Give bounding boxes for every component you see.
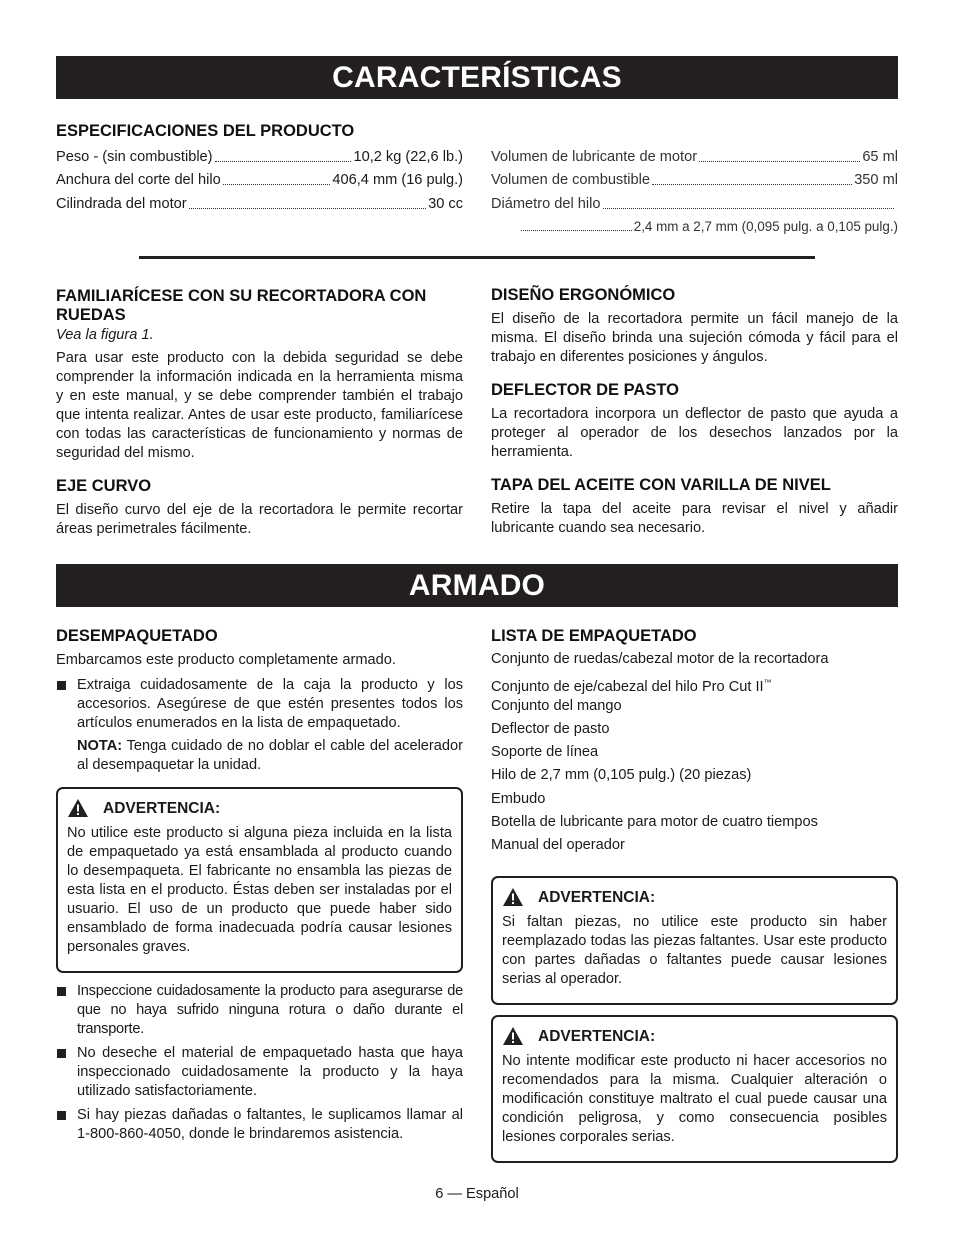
bullet-text: No deseche el material de empaquetado hasta que haya inspeccionado cuidadosamente la producto y la haya utilizado satisfactoriamente. — [77, 1045, 463, 1099]
spec-row-diametro-value — [491, 214, 898, 236]
list-item: Manual del operador — [491, 837, 625, 854]
warning-box-1 — [56, 787, 463, 973]
lista-title: LISTA DE EMPAQUETADO — [491, 627, 697, 645]
warning-triangle-icon — [502, 887, 524, 907]
warning-triangle-icon — [502, 1026, 524, 1046]
leader-dots — [699, 161, 860, 162]
warning-box-2 — [491, 876, 898, 1005]
warning-title: ADVERTENCIA: — [103, 799, 221, 817]
leader-dots — [652, 184, 852, 185]
warning-header — [502, 887, 887, 907]
warning-body: No intente modificar este producto ni hacer accesorios no recomendados para la misma. Cualquier alteración o modificación constituye maltrato el cual puede causar una condición peligrosa, y como consecuencia posibles lesiones corporales serias. — [502, 1053, 887, 1145]
armado-banner: ARMADO — [56, 564, 898, 607]
list-item — [56, 1044, 463, 1101]
list-item: Conjunto del mango — [491, 697, 622, 714]
spec-label: Volumen de combustible — [491, 172, 651, 188]
features-right-column — [491, 286, 898, 538]
spec-row-combustible — [491, 167, 898, 191]
diseno-body: El diseño de la recortadora permite un fácil manejo de la misma. El diseño brinda una sujeción cómoda y fácil para el trabajo en diferentes posiciones y ángulos. — [491, 311, 898, 365]
leader-dots — [215, 161, 352, 162]
specs-right-column — [491, 143, 898, 236]
warning-header — [502, 1026, 887, 1046]
warning-body: Si faltan piezas, no utilice este producto sin haber reemplazado todas las piezas faltantes. Usar este producto con partes dañadas o faltantes puede causar lesiones serias al operador. — [502, 914, 887, 987]
list-item — [56, 1106, 463, 1144]
familiarícese-body: Para usar este producto con la debida seguridad se debe comprender la información indicada en la herramienta misma y en este manual, y se debe comprender también el trabajo que intenta realizar. Antes de usar este producto, familiarícese con todas las características de funcionamiento y normas de seguridad del mismo. — [56, 350, 463, 461]
leader-dots — [521, 230, 632, 231]
spec-label: Volumen de lubricante de motor — [491, 148, 698, 165]
bullet-square-icon — [57, 987, 66, 996]
nota-label: NOTA: — [77, 738, 123, 754]
list-item — [491, 671, 898, 694]
list-item: Soporte de línea — [491, 744, 599, 761]
bullet-square-icon — [57, 681, 66, 690]
spec-row-lubricante — [491, 143, 898, 167]
list-item: Conjunto de ruedas/cabezal motor de la recortadora — [491, 651, 829, 667]
spec-label: Anchura del corte del hilo — [56, 172, 221, 188]
warning-title: ADVERTENCIA: — [538, 888, 656, 906]
bullet-square-icon — [57, 1111, 66, 1120]
diseno-title: DISEÑO ERGONÓMICO — [491, 286, 676, 304]
spec-label: Cilindrada del motor — [56, 195, 187, 212]
bullet-text: Si hay piezas dañadas o faltantes, le suplicamos llamar al 1-800-860-4050, donde le brindaremos asistencia. — [77, 1107, 463, 1142]
spec-label: Diámetro del hilo — [491, 195, 601, 212]
spec-value: 65 ml — [862, 148, 898, 165]
lista-section — [491, 627, 898, 858]
spec-value: 2,4 mm a 2,7 mm (0,095 pulg. a 0,105 pulg.) — [633, 218, 898, 234]
warning-box-3 — [491, 1015, 898, 1163]
tapa-title: TAPA DEL ACEITE CON VARILLA DE NIVEL — [491, 476, 831, 494]
list-item: Hilo de 2,7 mm (0,105 pulg.) (20 piezas) — [491, 767, 752, 784]
eje-curvo-body: El diseño curvo del eje de la recortadora le permite recortar áreas perimetrales fácilmente. — [56, 502, 463, 537]
section-divider — [139, 256, 815, 259]
spec-row-anchura — [56, 167, 463, 191]
spec-row-cilindrada — [56, 190, 463, 214]
list-item-text: Conjunto de eje/cabezal del hilo Pro Cut II — [491, 679, 764, 696]
spec-value: 10,2 kg (22,6 lb.) — [353, 148, 463, 165]
warning-title: ADVERTENCIA: — [538, 1027, 656, 1045]
trademark-symbol: ™ — [763, 678, 772, 688]
specs-left-column — [56, 122, 463, 214]
leader-dots — [223, 184, 331, 185]
list-item: Botella de lubricante para motor de cuatro tiempos — [491, 814, 818, 831]
spec-row-peso — [56, 143, 463, 167]
deflector-title: DEFLECTOR DE PASTO — [491, 381, 679, 399]
bullet-text: Inspeccione cuidadosamente la producto para asegurarse de que no haya sufrido ninguna rotura o daño durante el transporte. — [77, 983, 463, 1037]
nota — [56, 737, 463, 775]
list-item: Deflector de pasto — [491, 720, 610, 737]
specs-title: ESPECIFICACIONES DEL PRODUCTO — [56, 122, 355, 140]
leader-dots — [189, 208, 427, 209]
spec-value: 406,4 mm (16 pulg.) — [332, 172, 463, 188]
caracteristicas-banner: CARACTERÍSTICAS — [56, 56, 898, 99]
leader-dots — [603, 208, 894, 209]
list-item — [56, 676, 463, 733]
list-item: Embudo — [491, 790, 546, 807]
spec-row-diametro — [491, 190, 898, 214]
figure-reference: Vea la figura 1. — [56, 327, 154, 343]
tapa-body: Retire la tapa del aceite para revisar el nivel y añadir lubricante cuando sea necesario. — [491, 501, 898, 536]
warning-triangle-icon — [67, 798, 89, 818]
bullet-square-icon — [57, 1049, 66, 1058]
spec-value: 30 cc — [428, 195, 463, 212]
desempaquetado-bullets — [56, 982, 463, 1144]
desempaquetado-section — [56, 627, 463, 775]
warning-body: No utilice este producto si alguna pieza incluida en la lista de empaquetado ya está ensamblada al producto cuando lo desempaqueta. El fabricante no ensambla las piezas de esta lista en el producto. Éstas deben ser instaladas por el usuario. El uso de un producto que puede haber sido ensamblado de forma inadecuada podría causar lesiones personales graves. — [67, 825, 452, 955]
deflector-body: La recortadora incorpora un deflector de pasto que ayuda a proteger al operador de los desechos lanzados por la herramienta. — [491, 406, 898, 460]
warning-header — [67, 798, 452, 818]
bullet-text: Extraiga cuidadosamente de la caja la producto y los accesorios. Asegúrese de que estén presentes todos los artículos enumerados en la lista de empaquetado. — [77, 677, 463, 731]
familiarícese-title: FAMILIARÍCESE CON SU RECORTADORA CON RUEDAS — [56, 287, 427, 324]
desempaquetado-title: DESEMPAQUETADO — [56, 627, 218, 645]
list-item — [56, 982, 463, 1039]
nota-text: Tenga cuidado de no doblar el cable del acelerador al desempaquetar la unidad. — [77, 738, 463, 773]
desempaquetado-intro: Embarcamos este producto completamente armado. — [56, 652, 396, 668]
spec-value: 350 ml — [854, 172, 898, 188]
page-footer: 6 — Español — [435, 1186, 519, 1202]
eje-curvo-title: EJE CURVO — [56, 477, 152, 495]
features-left-column — [56, 287, 463, 539]
spec-label: Peso - (sin combustible) — [56, 148, 213, 165]
